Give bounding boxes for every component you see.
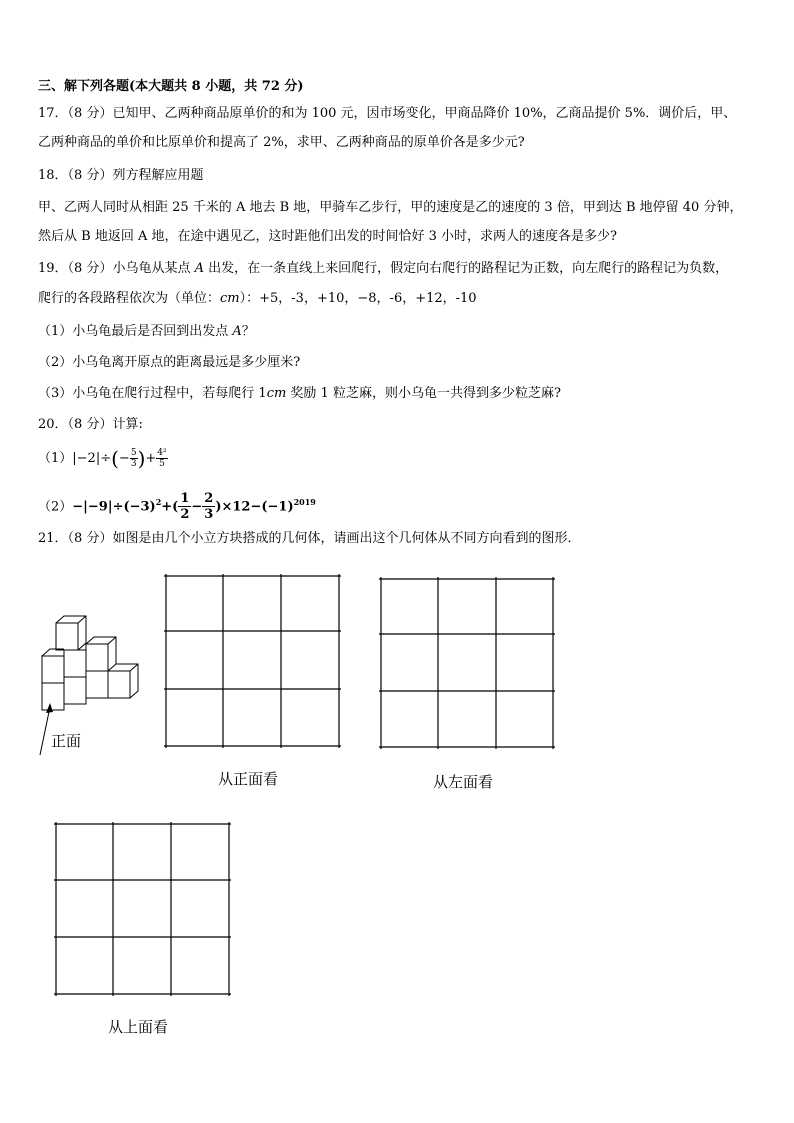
q20-p1-label: （1） [38,451,73,466]
q19-unit: cm [220,291,240,306]
q20-p2-exp: 2 [155,497,162,507]
question-20-part-1: （1）|−2|÷(− $\frac{5}{3}$ )+ $\frac{\text{4²}}{5}$ [38,446,167,471]
q19-text-b: 出发，在一条直线上来回爬行，假定向右爬行的路程记为正数，向左爬行的路程记为负数， [203,261,729,276]
grid-left-view[interactable] [378,576,558,752]
q20-p2-label: （2） [38,499,73,515]
q19-sub1-var: A [232,324,242,339]
question-20-title: 20．（8 分）计算: [38,417,143,432]
question-19-line-2 [38,291,477,307]
question-18-line-3: 然后从 B 地返回 A 地，在途中遇见乙，这时距他们出发的时间恰好 3 小时，求两人的速度各是多少? [38,229,617,244]
q20-p2-a: −|−9|÷(−3) [72,499,156,515]
q20-p1-frac2: $\frac{\text{4²}}{5}$ [157,448,167,469]
q20-p2-c: )×12−(−1) [215,499,294,515]
caption-front-view: 从正面看 [218,770,279,788]
front-label: 正面 [51,732,82,750]
q20-p2-exp2: 2019 [293,497,316,507]
question-18-line-2: 甲、乙两人同时从相距 25 千米的 A 地去 B 地，甲骑车乙步行，甲的速度是乙的速度的 3 倍，甲到达 B 地停留 40 分钟， [38,200,743,215]
caption-left-view: 从左面看 [433,773,494,791]
caption-top-view: 从上面看 [108,1018,169,1036]
q20-p2-b: +( [161,499,179,515]
grid-front-view[interactable] [163,573,343,751]
q19-var-a: A [194,261,204,276]
q20-p2-minus: − [191,499,203,515]
q19-sub1-end: ？ [241,324,255,339]
question-19-sub-1 [38,324,255,340]
question-21-text: 21．（8 分）如图是由几个小立方块搭成的几何体，请画出这个几何体从不同方向看到的图形． [38,531,581,546]
q20-p2-frac2: $\frac{2}{3}$ [204,491,214,523]
question-17-line-1: 17．（8 分）已知甲、乙两种商品原单价的和为 100 元，因市场变化，甲商品降价 10%，乙商品提价 5%．调价后，甲、 [38,106,737,121]
question-17-line-2: 乙两种商品的单价和比原单价和提高了 2%，求甲、乙两种商品的原单价各是多少元? [38,135,525,150]
q19-sub3-end: 奖励 1 粒芝麻，则小乌龟一共得到多少粒芝麻? [286,386,561,401]
q19-text-a: 19．（8 分）小乌龟从某点 [38,261,195,276]
q19-text-d: ）：+5，-3，+10，−8，-6，+12，-10 [239,291,477,306]
grid-top-view[interactable] [53,821,233,999]
q19-sub1-text: （1）小乌龟最后是否回到出发点 [38,324,233,339]
q19-text-c: 爬行的各段路程依次为（单位： [38,291,221,306]
q20-p1-abs: |−2|÷ [72,451,112,466]
q19-sub3-unit: cm [266,386,287,401]
question-19-sub-2: （2）小乌龟离开原点的距离最远是多少厘米? [38,355,301,370]
q19-sub3-text: （3）小乌龟在爬行过程中，若每爬行 1 [38,386,267,401]
q20-p1-plus: + [145,451,157,466]
question-19-sub-3 [38,386,561,402]
q20-p1-frac1: $\frac{5}{3}$ [130,448,137,469]
question-18-title: 18．（8 分）列方程解应用题 [38,168,204,183]
cube-figure [30,605,150,760]
question-20-part-2 [38,486,316,523]
question-19-line-1 [38,261,728,277]
section-header: 三、解下列各题(本大题共 8 小题，共 72 分) [38,79,304,94]
q20-p2-frac1: $\frac{1}{2}$ [180,491,190,523]
